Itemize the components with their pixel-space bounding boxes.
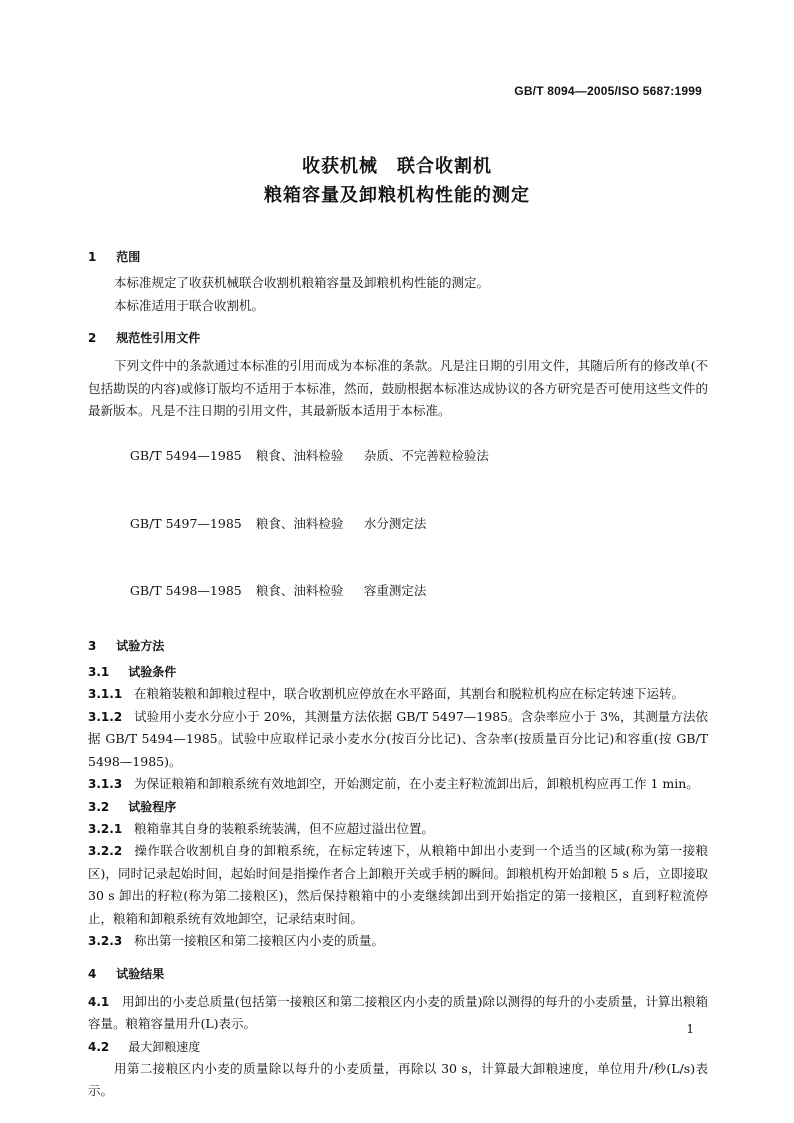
clause-number: 4.1 <box>88 994 110 1009</box>
clause-4-1 <box>88 991 708 1036</box>
reference-code: GB/T 5497—1985 <box>129 515 242 531</box>
reference-code: GB/T 5498—1985 <box>129 583 242 598</box>
subsection-number: 3.2 <box>88 799 110 814</box>
paragraph: 用第二接粮区内小麦的质量除以每升的小麦质量，再除以 30 s，计算最大卸粮速度，单位用升/秒(L/s)表示。 <box>88 1060 708 1098</box>
clause-text: 试验用小麦水分应小于 20%，其测量方法依据 GB/T 5497—1985。含杂率应小于 3%，其测量方法依据 GB/T 5494—1985。试验中应取样记录小麦水分(按百分比记)、含杂率(按质量百分比记)和容重(按 GB/T 5498—1985)。 <box>88 708 708 769</box>
clause-3-2-2 <box>88 840 708 930</box>
normative-reference <box>88 558 708 626</box>
section-number: 3 <box>88 639 97 653</box>
section-title: 试验结果 <box>116 966 165 981</box>
subsection-title: 试验条件 <box>128 665 177 679</box>
clause-3-2-3 <box>88 930 708 953</box>
clause-number: 3.2.3 <box>88 934 123 948</box>
document-title-line-1: 收获机械 联合收割机 <box>302 156 492 177</box>
clause-number: 3.2.2 <box>88 844 123 858</box>
subsection-number: 4.2 <box>88 1039 110 1054</box>
section-title: 试验方法 <box>116 639 165 653</box>
clause-text: 用卸出的小麦总质量(包括第一接粮区和第二接粮区内小麦的质量)除以测得的每升的小麦质量，计算出粮箱容量。粮箱容量用升(L)表示。 <box>88 993 708 1031</box>
clause-text: 称出第一接粮区和第二接粮区内小麦的质量。 <box>134 933 385 948</box>
clause-text: 粮箱靠其自身的装粮系统装满，但不应超过溢出位置。 <box>134 820 435 836</box>
section-title: 范围 <box>116 250 141 264</box>
clause-3-2-1 <box>88 818 708 841</box>
reference-category: 粮食、油料检验 <box>255 448 344 463</box>
clause-number: 3.1.3 <box>88 777 123 791</box>
reference-category: 粮食、油料检验 <box>255 515 344 531</box>
reference-name: 水分测定法 <box>363 515 427 531</box>
normative-reference <box>88 490 708 558</box>
section-number: 2 <box>88 331 97 345</box>
paragraph: 本标准规定了收获机械联合收割机粮箱容量及卸粮机构性能的测定。 <box>114 275 490 290</box>
clause-3-1-3 <box>88 773 708 796</box>
clause-3-1-2 <box>88 706 708 774</box>
normative-reference <box>88 423 708 491</box>
section-2-heading <box>88 327 708 349</box>
document-title-line-2: 粮箱容量及卸粮机构性能的测定 <box>264 185 530 206</box>
subsection-title: 最大卸粮速度 <box>128 1039 201 1054</box>
clause-text: 在粮箱装粮和卸粮过程中，联合收割机应停放在水平路面，其割台和脱粒机构应在标定转速下运转。 <box>134 686 685 701</box>
clause-number: 3.1.2 <box>88 709 123 724</box>
clause-number: 3.1.1 <box>88 687 123 701</box>
section-title: 规范性引用文件 <box>116 331 201 345</box>
document-body <box>88 246 708 1103</box>
subsection-3-2-heading <box>88 796 708 818</box>
reference-name: 容重测定法 <box>363 583 427 598</box>
section-3-heading <box>88 635 708 657</box>
clause-3-1-1 <box>88 683 708 706</box>
reference-name: 杂质、不完善粒检验法 <box>363 448 489 463</box>
subsection-3-1-heading <box>88 661 708 683</box>
clause-text: 操作联合收割机自身的卸粮系统，在标定转速下，从粮箱中卸出小麦到一个适当的区域(称为第一接粮区)，同时记录起始时间，起始时间是指操作者合上卸粮开关或手柄的瞬间。卸粮机构开始卸粮 5 s 后，立即接取 30 s 卸出的籽粒(称为第二接粮区)，然后保持粮箱中的小麦继续卸出到开始指定的第一接粮区，直到籽粒流停止，粮箱和卸粮系统有效地卸空，记录结束时间。 <box>88 843 708 926</box>
section-1-heading <box>88 246 708 268</box>
section-4-heading <box>88 963 708 985</box>
subsection-4-2-heading <box>88 1036 708 1058</box>
section-number: 4 <box>88 966 97 981</box>
page-number: 1 <box>686 1022 694 1036</box>
section-number: 1 <box>88 250 97 264</box>
paragraph: 本标准适用于联合收割机。 <box>114 297 265 313</box>
reference-category: 粮食、油料检验 <box>255 583 344 598</box>
subsection-number: 3.1 <box>88 665 110 679</box>
clause-number: 3.2.1 <box>88 821 123 836</box>
standard-code: GB/T 8094—2005/ISO 5687:1999 <box>514 84 702 98</box>
subsection-title: 试验程序 <box>128 799 177 814</box>
reference-code: GB/T 5494—1985 <box>129 448 242 463</box>
clause-text: 为保证粮箱和卸粮系统有效地卸空，开始测定前，在小麦主籽粒流卸出后，卸粮机构应再工作 1 min。 <box>134 776 699 791</box>
paragraph: 下列文件中的条款通过本标准的引用而成为本标准的条款。凡是注日期的引用文件，其随后所有的修改单(不包括勘误的内容)或修订版均不适用于本标准，然而，鼓励根据本标准达成协议的各方研究是否可使用这些文件的最新版本。凡是不注日期的引用文件，其最新版本适用于本标准。 <box>88 358 708 418</box>
